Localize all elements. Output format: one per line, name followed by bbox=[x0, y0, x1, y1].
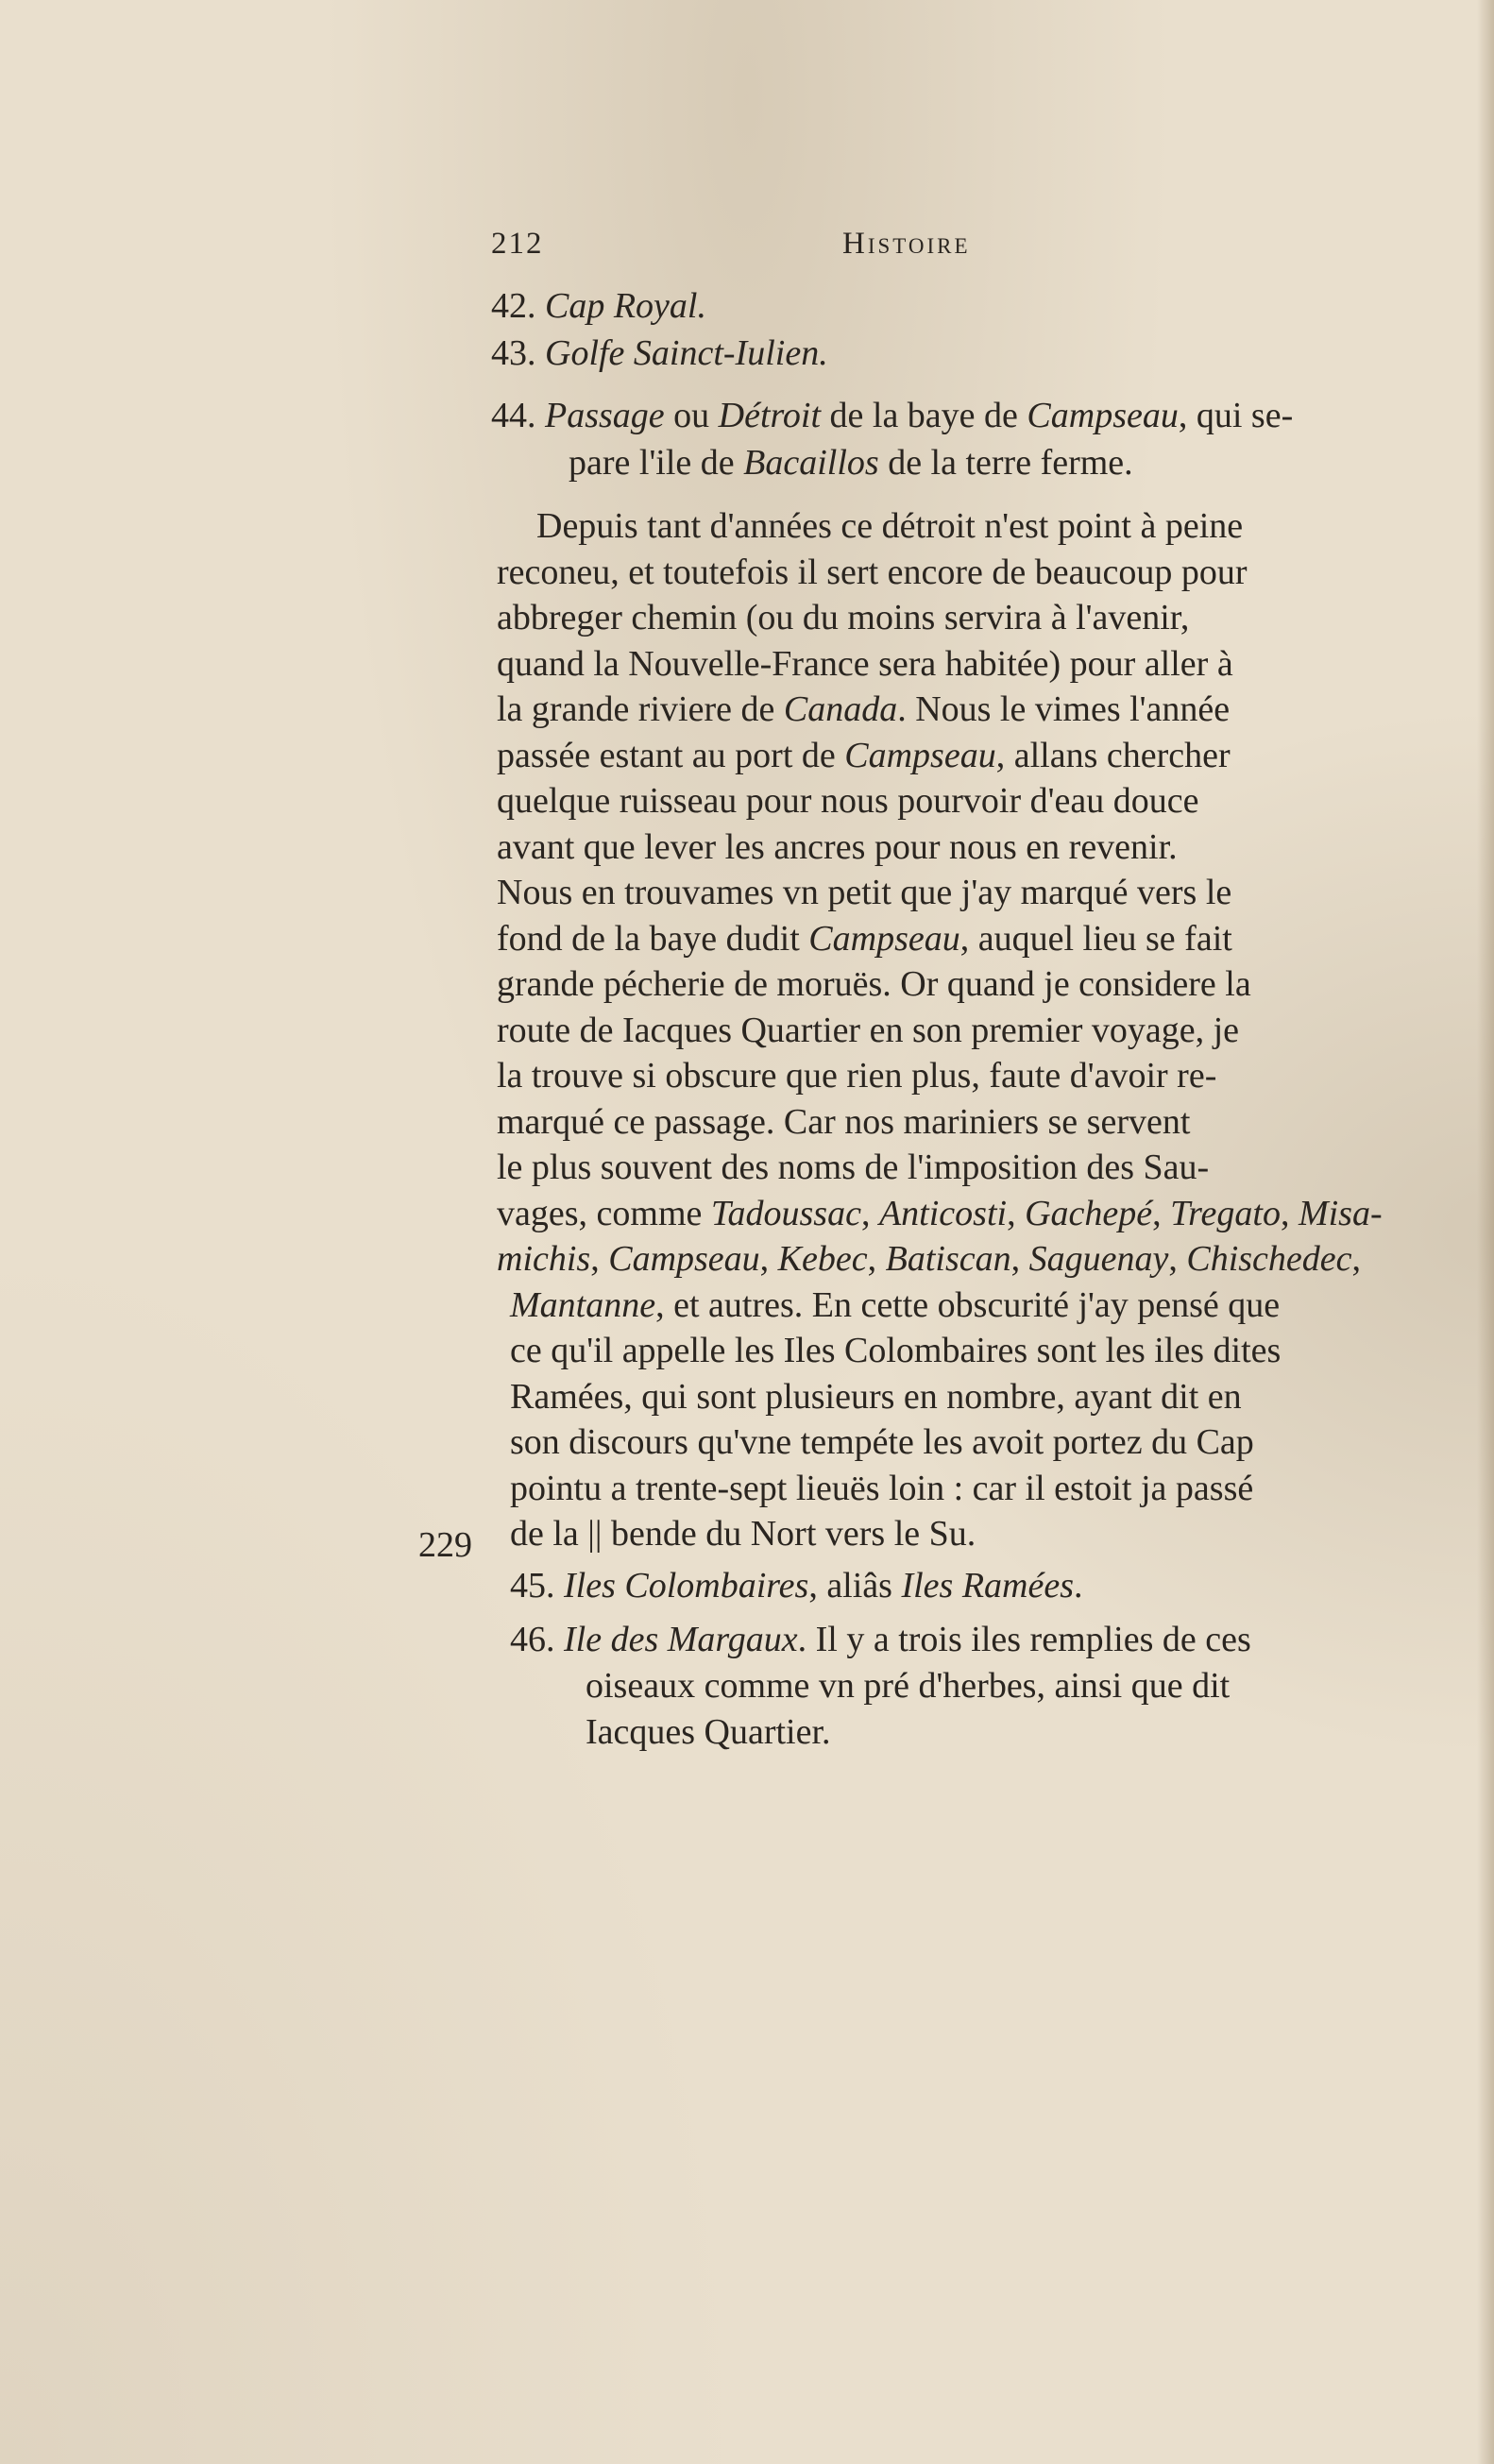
list-item-43 bbox=[491, 331, 828, 376]
text-run: , et autres. En cette obscurité j'ay pensé que bbox=[655, 1285, 1281, 1325]
paragraph-line: pointu a trente-sept lieuës loin : car il estoit ja passé bbox=[510, 1469, 1254, 1508]
text-run: , bbox=[1010, 1239, 1029, 1279]
item-text: pare l'ile de bbox=[569, 443, 744, 483]
text-run: , bbox=[867, 1239, 886, 1279]
item-text: , aliâs bbox=[808, 1566, 902, 1606]
item-text-italic: Campseau bbox=[1027, 396, 1179, 435]
item-number: 45. bbox=[510, 1566, 555, 1606]
text-run: , bbox=[860, 1194, 879, 1233]
item-text-italic: Passage bbox=[545, 396, 665, 435]
item-text-italic: Iles Ramées bbox=[901, 1566, 1074, 1606]
text-run-italic: Campseau bbox=[808, 919, 960, 959]
list-item-46 bbox=[510, 1617, 1251, 1662]
list-item-42 bbox=[491, 283, 706, 329]
item-number: 46. bbox=[510, 1620, 555, 1659]
paragraph-line: marqué ce passage. Car nos mariniers se servent bbox=[497, 1102, 1191, 1142]
running-title: Histoire bbox=[842, 227, 971, 261]
text-run: vages, comme bbox=[497, 1194, 711, 1233]
text-run-italic: Tadoussac bbox=[710, 1194, 861, 1233]
text-run-italic: Tregato bbox=[1170, 1194, 1281, 1233]
text-run-italic: Anticosti bbox=[878, 1194, 1008, 1233]
text-run-italic: Mantanne bbox=[510, 1285, 656, 1325]
paragraph-line bbox=[497, 1191, 1383, 1236]
text-run: , bbox=[1168, 1239, 1187, 1279]
item-text: de la terre ferme. bbox=[878, 443, 1133, 483]
item-text: , qui se- bbox=[1178, 396, 1294, 435]
paragraph-line: le plus souvent des noms de l'imposition des Sau- bbox=[497, 1147, 1210, 1187]
text-run-italic: Chischedec bbox=[1186, 1239, 1352, 1279]
item-number: 43. bbox=[491, 333, 536, 373]
paragraph-line: grande pécherie de moruës. Or quand je considere la bbox=[497, 964, 1251, 1004]
text-run: , bbox=[1280, 1194, 1299, 1233]
text-run: , bbox=[1152, 1194, 1171, 1233]
item-text: ou bbox=[664, 396, 719, 435]
item-text-italic: Bacaillos bbox=[743, 443, 879, 483]
text-run: , bbox=[1351, 1239, 1361, 1279]
paragraph-line: son discours qu'vne tempéte les avoit portez du Cap bbox=[510, 1422, 1254, 1462]
text-run-italic: Batiscan bbox=[885, 1239, 1011, 1279]
text-run: . Nous le vimes l'année bbox=[897, 689, 1231, 729]
text-run: passée estant au port de bbox=[497, 736, 845, 775]
paragraph-line: avant que lever les ancres pour nous en revenir. bbox=[497, 827, 1178, 867]
paragraph-line: ce qu'il appelle les Iles Colombaires sont les iles dites bbox=[510, 1331, 1282, 1370]
paragraph-line: reconeu, et toutefois il sert encore de beaucoup pour bbox=[497, 552, 1248, 592]
text-run: fond de la baye dudit bbox=[497, 919, 809, 959]
text-run-italic: michis bbox=[497, 1239, 591, 1279]
text-run-italic: Campseau bbox=[844, 736, 996, 775]
page-edge-shadow bbox=[1477, 0, 1494, 2464]
item-number: 44. bbox=[491, 396, 536, 435]
list-item-45 bbox=[510, 1563, 1083, 1608]
paragraph-line: route de Iacques Quartier en son premier voyage, je bbox=[497, 1011, 1240, 1050]
item-text: Golfe Sainct-Iulien. bbox=[545, 333, 828, 373]
page-header bbox=[491, 227, 1034, 264]
item-text-italic: Ile des Margaux bbox=[564, 1620, 798, 1659]
list-item-46-continuation: Iacques Quartier. bbox=[586, 1712, 831, 1752]
paragraph-line bbox=[497, 1236, 1361, 1282]
item-text-italic: Détroit bbox=[718, 396, 822, 435]
paragraph-line: la trouve si obscure que rien plus, faute d'avoir re- bbox=[497, 1056, 1217, 1096]
text-run: , bbox=[1007, 1194, 1026, 1233]
text-run-italic: Canada bbox=[783, 689, 898, 729]
paragraph-line: abbreger chemin (ou du moins servira à l'avenir, bbox=[497, 598, 1190, 637]
paragraph-line bbox=[497, 687, 1230, 732]
paragraph-line bbox=[510, 1283, 1280, 1328]
item-text: . bbox=[1074, 1566, 1083, 1606]
text-run: , bbox=[590, 1239, 609, 1279]
paragraph-line: Depuis tant d'années ce détroit n'est point à peine bbox=[536, 506, 1244, 546]
paragraph-line bbox=[497, 733, 1231, 778]
paragraph-line: Ramées, qui sont plusieurs en nombre, ayant dit en bbox=[510, 1377, 1242, 1417]
text-run-italic: Saguenay bbox=[1028, 1239, 1169, 1279]
item-number: 42. bbox=[491, 286, 536, 326]
item-text: . Il y a trois iles remplies de ces bbox=[797, 1620, 1251, 1659]
text-run-italic: Kebec bbox=[777, 1239, 868, 1279]
paragraph-line: quand la Nouvelle-France sera habitée) pour aller à bbox=[497, 644, 1233, 684]
item-text-italic: Iles Colombaires bbox=[564, 1566, 809, 1606]
text-run: , bbox=[759, 1239, 778, 1279]
list-item-44 bbox=[491, 393, 1293, 438]
paragraph-line: Nous en trouvames vn petit que j'ay marqué vers le bbox=[497, 873, 1232, 912]
item-text: de la baye de bbox=[821, 396, 1027, 435]
item-text: Cap Royal. bbox=[545, 286, 706, 326]
paragraph-line bbox=[497, 916, 1232, 961]
text-run: , allans chercher bbox=[995, 736, 1231, 775]
paragraph-line: quelque ruisseau pour nous pourvoir d'eau douce bbox=[497, 781, 1199, 821]
list-item-46-continuation: oiseaux comme vn pré d'herbes, ainsi que dit bbox=[586, 1666, 1231, 1706]
margin-page-reference: 229 bbox=[418, 1525, 472, 1565]
list-item-44-continuation bbox=[569, 440, 1133, 485]
text-run-italic: Gachepé bbox=[1025, 1194, 1153, 1233]
text-run-italic: Campseau bbox=[608, 1239, 760, 1279]
text-run-italic: Misa- bbox=[1298, 1194, 1383, 1233]
text-run: la grande riviere de bbox=[497, 689, 784, 729]
page-number: 212 bbox=[491, 227, 544, 261]
paragraph-line: de la || bende du Nort vers le Su. bbox=[510, 1514, 976, 1554]
text-run: , auquel lieu se fait bbox=[959, 919, 1232, 959]
